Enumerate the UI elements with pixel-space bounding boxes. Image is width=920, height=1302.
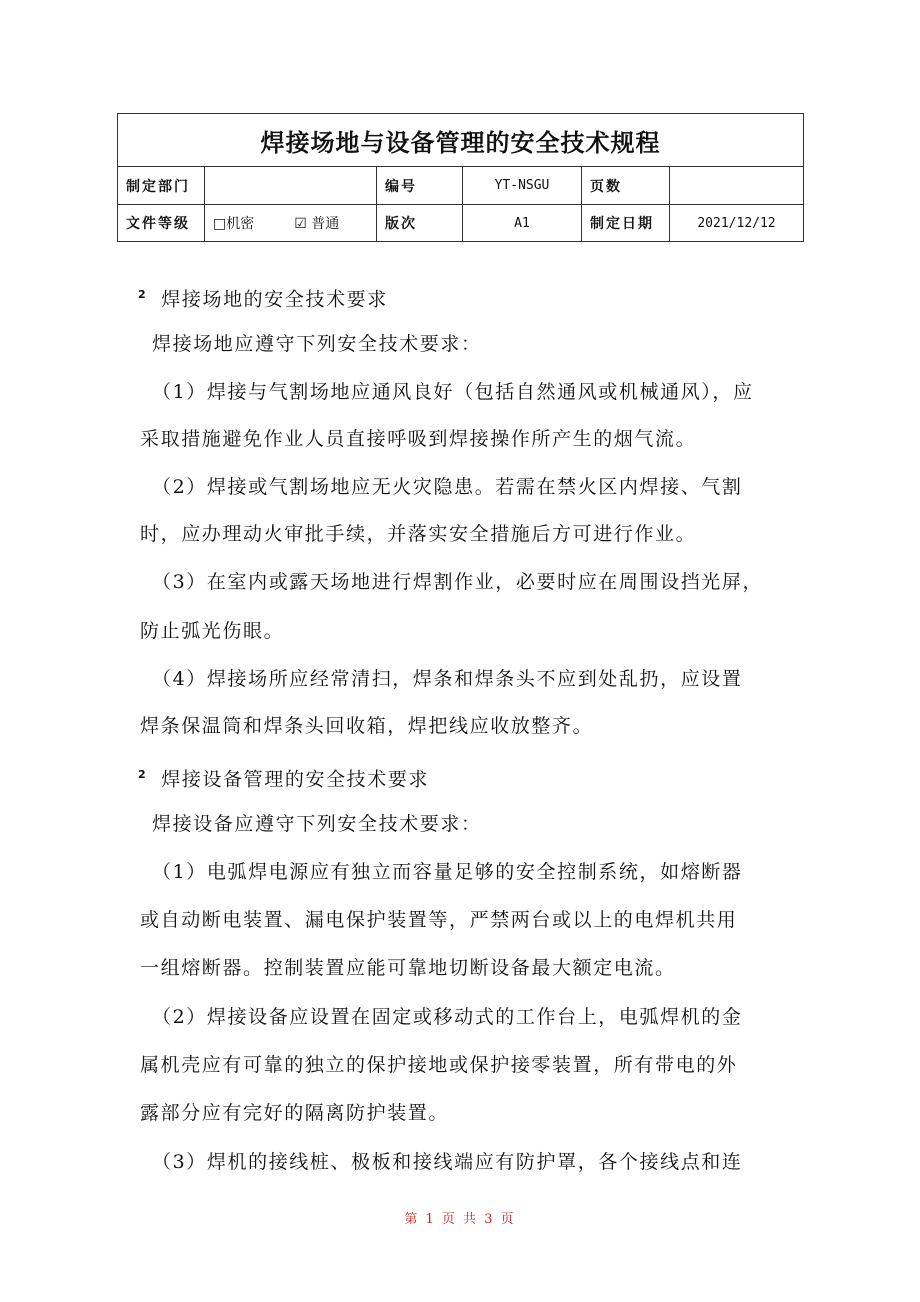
list-item-continuation: 或自动断电装置、漏电保护装置等，严禁两台或以上的电焊机共用 bbox=[140, 909, 738, 931]
document-title: 焊接场地与设备管理的安全技术规程 bbox=[118, 114, 804, 167]
document-header-table bbox=[117, 113, 804, 242]
list-item-continuation: 露部分应有完好的隔离防护装置。 bbox=[140, 1102, 450, 1124]
pages-value bbox=[670, 167, 804, 205]
list-item: （2）焊接或气割场地应无火灾隐患。若需在禁火区内焊接、气割 bbox=[152, 476, 743, 498]
version-value: A1 bbox=[463, 205, 582, 242]
section-heading: $^2$ 焊接场地的安全技术要求 bbox=[138, 288, 388, 311]
dept-label: 制定部门 bbox=[118, 167, 205, 205]
list-item-continuation: 防止弧光伤眼。 bbox=[140, 620, 285, 642]
dept-value bbox=[205, 167, 377, 205]
section-heading: $^2$ 焊接设备管理的安全技术要求 bbox=[138, 768, 430, 791]
list-item: （4）焊接场所应经常清扫，焊条和焊条头不应到处乱扔，应设置 bbox=[152, 668, 743, 690]
version-label: 版次 bbox=[377, 205, 463, 242]
section-intro: 焊接设备应遵守下列安全技术要求： bbox=[152, 813, 482, 835]
list-item: （1）电弧焊电源应有独立而容量足够的安全控制系统，如熔断器 bbox=[152, 861, 743, 883]
page-footer: 第 1 页 共 3 页 bbox=[404, 1212, 516, 1227]
level-options bbox=[205, 205, 377, 242]
list-item: （2）焊接设备应设置在固定或移动式的工作台上，电弧焊机的金 bbox=[152, 1006, 743, 1028]
level-label: 文件等级 bbox=[118, 205, 205, 242]
code-value: YT-NSGU bbox=[463, 167, 582, 205]
list-item-continuation: 属机壳应有可靠的独立的保护接地或保护接零装置，所有带电的外 bbox=[140, 1054, 738, 1076]
date-label: 制定日期 bbox=[582, 205, 670, 242]
confidential-checkbox: □机密 bbox=[213, 216, 255, 232]
normal-checkbox: ☑ 普通 bbox=[294, 216, 340, 232]
pages-label: 页数 bbox=[582, 167, 670, 205]
list-item-continuation: 一组熔断器。控制装置应能可靠地切断设备最大额定电流。 bbox=[140, 957, 676, 979]
list-item-continuation: 焊条保温筒和焊条头回收箱，焊把线应收放整齐。 bbox=[140, 715, 594, 737]
list-item: （3）在室内或露天场地进行焊割作业，必要时应在周围设挡光屏， bbox=[152, 571, 764, 593]
list-item: （1）焊接与气割场地应通风良好（包括自然通风或机械通风），应 bbox=[152, 381, 754, 403]
list-item-continuation: 时，应办理动火审批手续，并落实安全措施后方可进行作业。 bbox=[140, 523, 697, 545]
date-value: 2021/12/12 bbox=[670, 205, 804, 242]
code-label: 编号 bbox=[377, 167, 463, 205]
section-intro: 焊接场地应遵守下列安全技术要求： bbox=[152, 333, 482, 355]
list-item-continuation: 采取措施避免作业人员直接呼吸到焊接操作所产生的烟气流。 bbox=[140, 428, 697, 450]
list-item: （3）焊机的接线桩、极板和接线端应有防护罩，各个接线点和连 bbox=[152, 1151, 743, 1173]
